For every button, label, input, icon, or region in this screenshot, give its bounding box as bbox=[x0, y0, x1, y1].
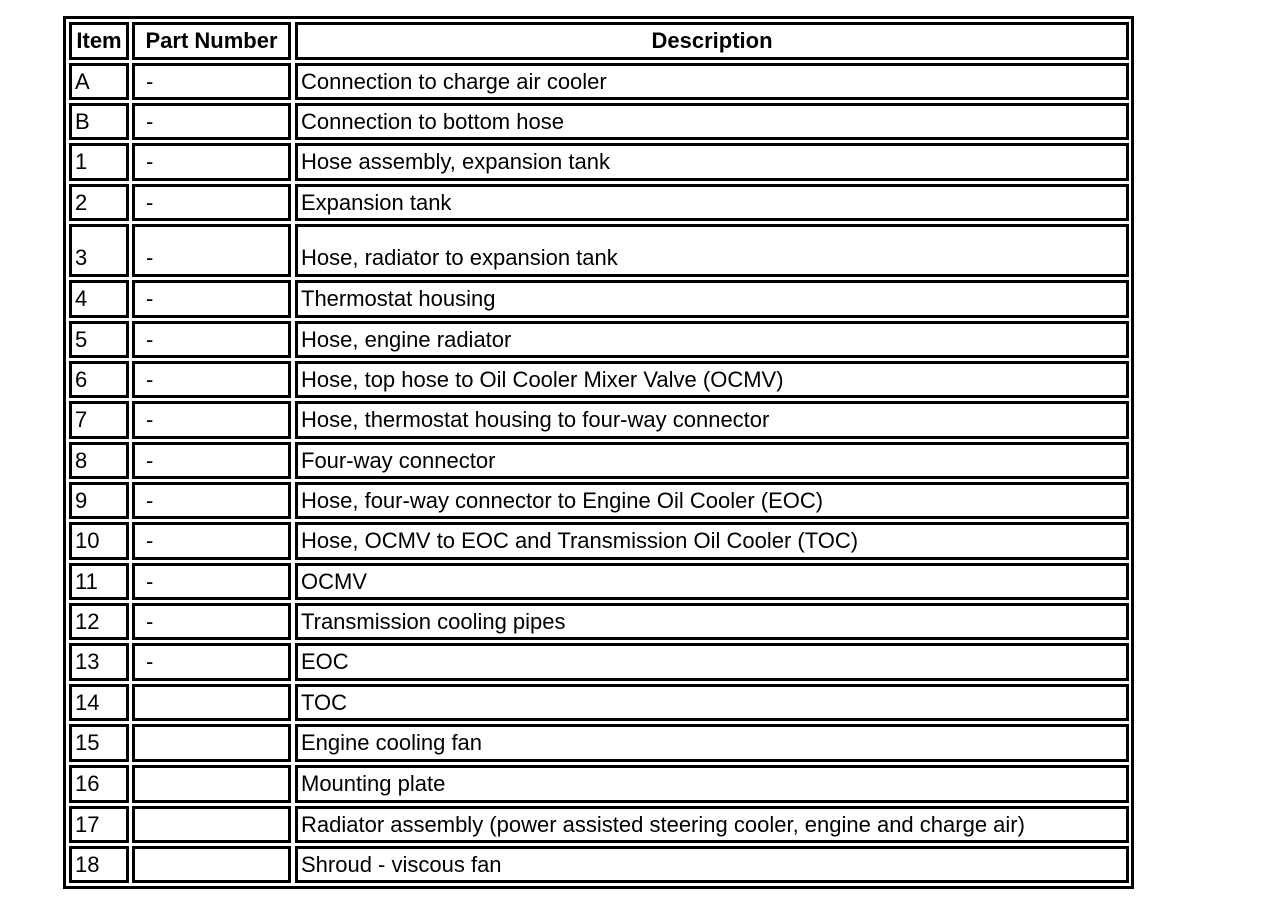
row-part-number: - bbox=[132, 442, 291, 479]
row-part-number bbox=[132, 724, 291, 762]
row-description: Connection to bottom hose bbox=[295, 103, 1129, 140]
row-part-number bbox=[132, 806, 291, 843]
row-description: Hose, engine radiator bbox=[295, 321, 1129, 358]
row-description: Four-way connector bbox=[295, 442, 1129, 479]
row-item: 2 bbox=[69, 184, 129, 221]
row-part-number bbox=[132, 684, 291, 721]
row-part-number: - bbox=[132, 522, 291, 560]
row-part-number: - bbox=[132, 482, 291, 519]
row-description: Engine cooling fan bbox=[295, 724, 1129, 762]
row-item: 6 bbox=[69, 361, 129, 398]
row-item: 10 bbox=[69, 522, 129, 560]
row-item: 17 bbox=[69, 806, 129, 843]
row-item: 3 bbox=[69, 224, 129, 277]
row-description: EOC bbox=[295, 643, 1129, 681]
row-item: 14 bbox=[69, 684, 129, 721]
row-item: 13 bbox=[69, 643, 129, 681]
row-part-number: - bbox=[132, 184, 291, 221]
row-item: 7 bbox=[69, 401, 129, 439]
row-part-number: - bbox=[132, 280, 291, 318]
row-item: B bbox=[69, 103, 129, 140]
header-item: Item bbox=[69, 22, 129, 60]
row-description: Hose, radiator to expansion tank bbox=[295, 224, 1129, 277]
row-part-number: - bbox=[132, 563, 291, 600]
row-part-number: - bbox=[132, 603, 291, 640]
row-description: Connection to charge air cooler bbox=[295, 63, 1129, 100]
row-description: Expansion tank bbox=[295, 184, 1129, 221]
header-description: Description bbox=[295, 22, 1129, 60]
row-item: 15 bbox=[69, 724, 129, 762]
row-part-number: - bbox=[132, 143, 291, 181]
row-part-number: - bbox=[132, 643, 291, 681]
row-part-number bbox=[132, 846, 291, 883]
row-item: 12 bbox=[69, 603, 129, 640]
row-part-number bbox=[132, 765, 291, 803]
row-description: Mounting plate bbox=[295, 765, 1129, 803]
row-item: 18 bbox=[69, 846, 129, 883]
row-description: Hose, four-way connector to Engine Oil Cooler (EOC) bbox=[295, 482, 1129, 519]
row-item: 8 bbox=[69, 442, 129, 479]
row-item: A bbox=[69, 63, 129, 100]
row-description: OCMV bbox=[295, 563, 1129, 600]
row-part-number: - bbox=[132, 321, 291, 358]
row-description: Hose assembly, expansion tank bbox=[295, 143, 1129, 181]
row-item: 4 bbox=[69, 280, 129, 318]
row-item: 11 bbox=[69, 563, 129, 600]
header-part-number: Part Number bbox=[132, 22, 291, 60]
row-part-number: - bbox=[132, 63, 291, 100]
row-item: 16 bbox=[69, 765, 129, 803]
row-part-number: - bbox=[132, 361, 291, 398]
row-description: Hose, top hose to Oil Cooler Mixer Valve (OCMV) bbox=[295, 361, 1129, 398]
row-description: Radiator assembly (power assisted steering cooler, engine and charge air) bbox=[295, 806, 1129, 843]
row-description: Shroud - viscous fan bbox=[295, 846, 1129, 883]
row-description: Transmission cooling pipes bbox=[295, 603, 1129, 640]
row-description: Thermostat housing bbox=[295, 280, 1129, 318]
row-description: Hose, thermostat housing to four-way connector bbox=[295, 401, 1129, 439]
row-part-number: - bbox=[132, 401, 291, 439]
row-item: 5 bbox=[69, 321, 129, 358]
row-item: 1 bbox=[69, 143, 129, 181]
row-part-number: - bbox=[132, 224, 291, 277]
row-description: Hose, OCMV to EOC and Transmission Oil Cooler (TOC) bbox=[295, 522, 1129, 560]
row-item: 9 bbox=[69, 482, 129, 519]
row-description: TOC bbox=[295, 684, 1129, 721]
row-part-number: - bbox=[132, 103, 291, 140]
